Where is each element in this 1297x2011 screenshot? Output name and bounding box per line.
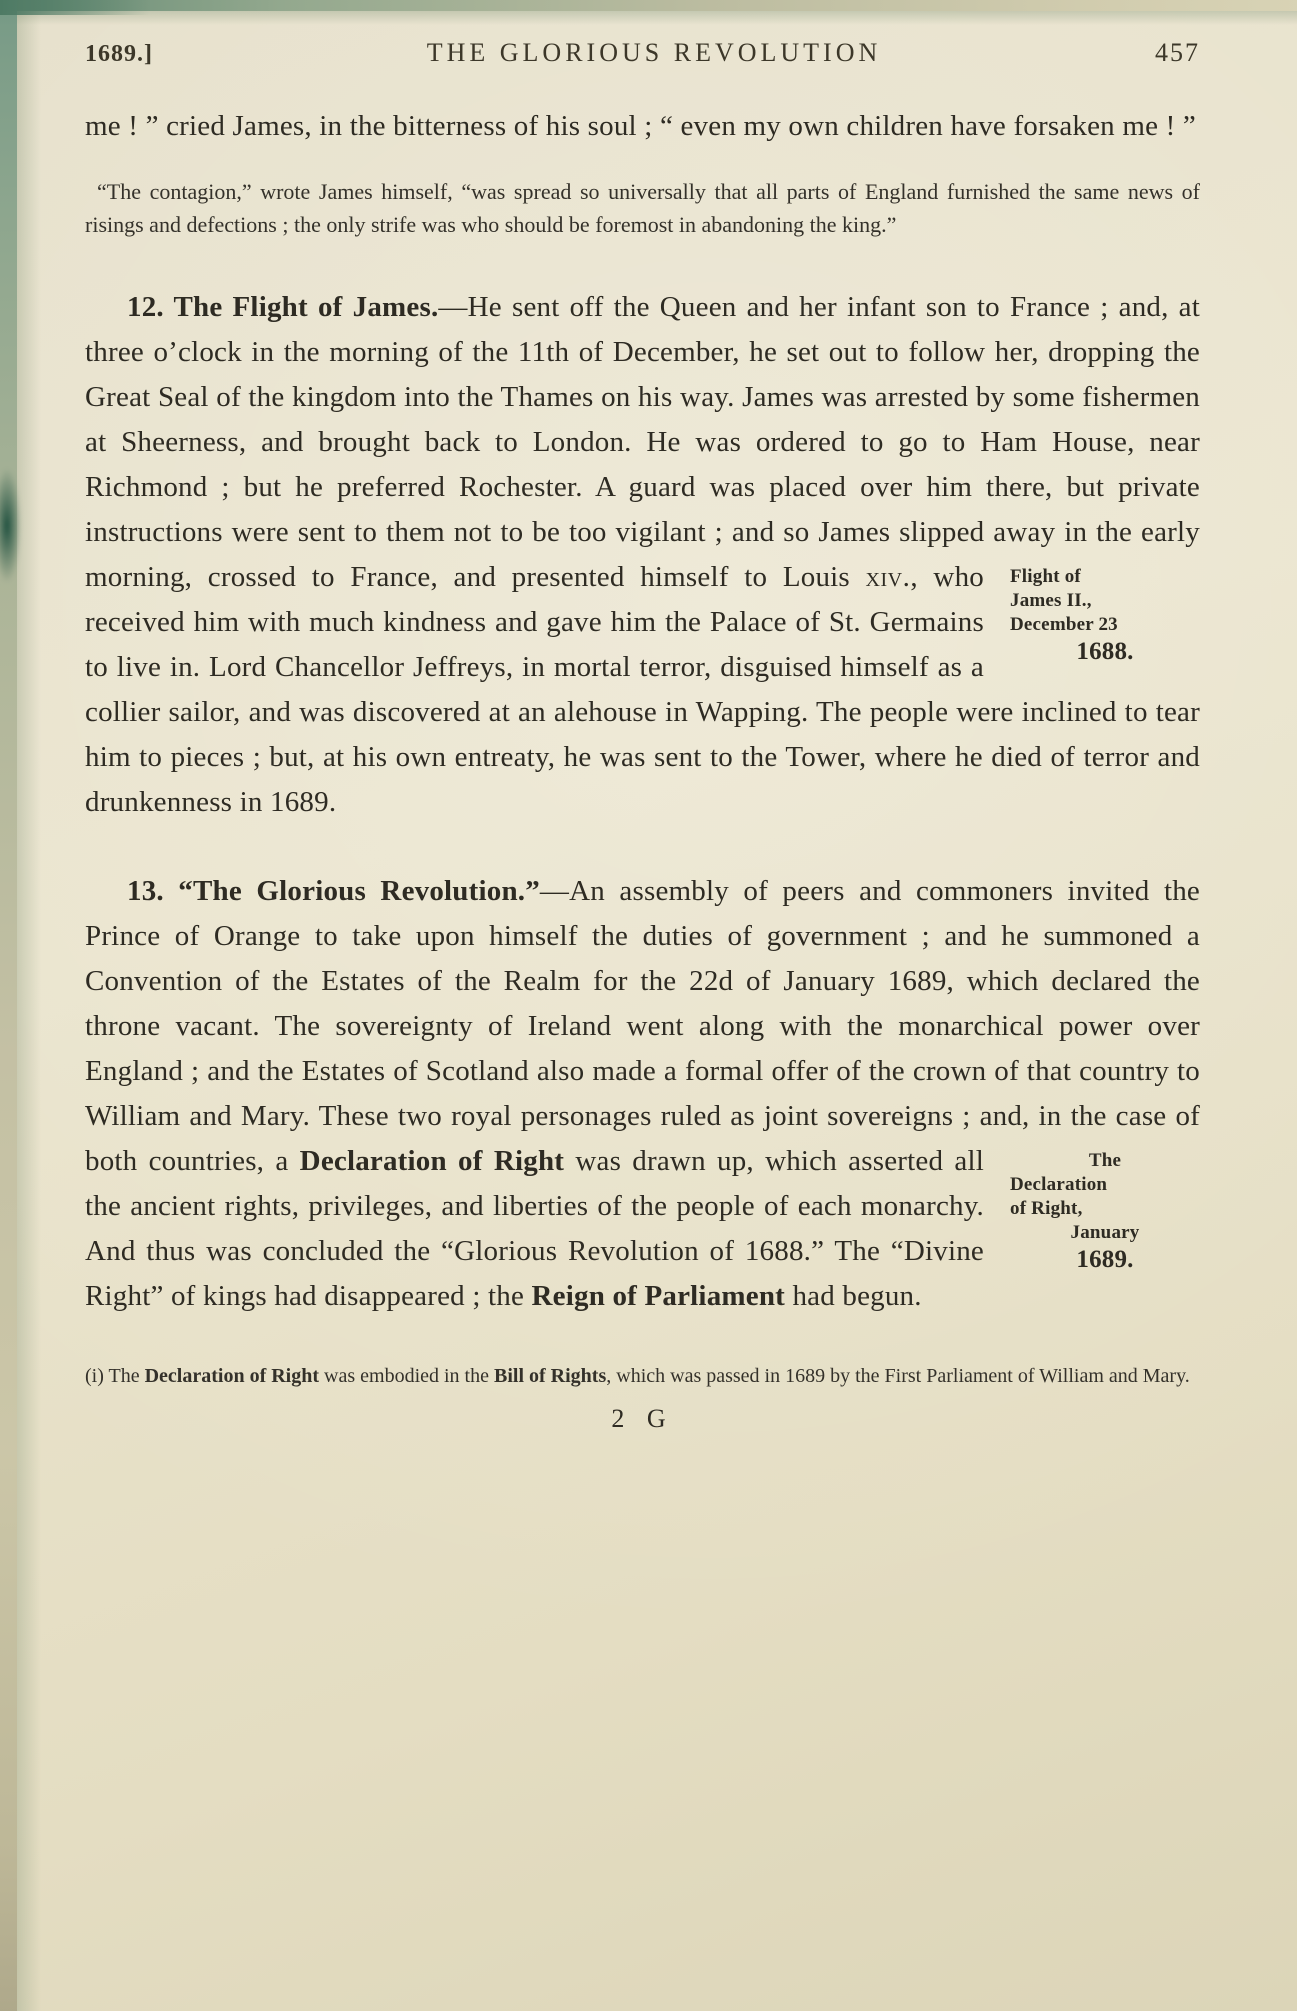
scan-edge-left-fade [17, 0, 41, 2011]
text-segment: had begun. [785, 1280, 922, 1312]
text-segment: 12. The Flight of James. [127, 291, 439, 323]
text-segment: —He sent off the Queen and her infant son to France ; and, at three o’clock in the morning of the 11th of December, he set out to follow her, dropping the Great Seal of the kingdom into the Thames on his way. James was arrested by some fishermen at Sheerness, and brought back to London. He was ordered to go to Ham House, near Richmond ; but he preferred Rochester. A guard was placed over him there, but private instructions were sent to them not to be too vigilant ; and so James slipped away in the early morning, crossed to France, and presented himself to [85, 291, 1200, 593]
footnote [85, 1361, 1200, 1392]
text-segment: was drawn up, which asserted all the ancient rights, privileges, and liberties of the people of each monarchy. And thus was concluded the “Glorious Revolution of 1688.” The “Divine Right” of kings had disappeared ; the [85, 1145, 984, 1312]
margin-note-line: January [1070, 1222, 1140, 1243]
page-content [85, 38, 1200, 1434]
text-segment: , who received him with much kindness and gave him the Palace of St. Germains to live in. Lord Chancellor Jeffreys, in mortal terror, disguised himself as a collier sailor, and was discovered at an alehouse in Wapping. The people were inclined to tear him to pieces ; but, at his own entreaty, he was sent to the Tower, where he died of terror and drunkenness in 1689. [85, 561, 1200, 818]
scan-edge-top [0, 0, 1297, 11]
text-segment: 13. “The Glorious Revolution.” [127, 875, 540, 907]
margin-note-line: Declaration [1010, 1174, 1108, 1195]
margin-note-line: 1688. [1076, 638, 1134, 665]
margin-note-line: Flight of [1010, 566, 1081, 587]
text-segment: , which was passed in 1689 by the First Parliament of William and Mary. [606, 1365, 1190, 1387]
section-13-lead [85, 875, 1200, 1132]
margin-note-line: 1689. [1076, 1246, 1134, 1273]
running-header [85, 38, 1200, 68]
text-segment: Reign of Parliament [531, 1280, 786, 1312]
text-segment: Bill of Rights [494, 1365, 607, 1387]
scan-corner-shade [0, 0, 150, 15]
text-segment: Louis [782, 561, 866, 593]
text-segment: Declaration of Right [299, 1145, 565, 1177]
text-segment: —An assembly of peers and commoners invited the Prince of Orange to take upon himself the duties of government ; and he summoned a Convention of the Estates of the Realm for the 22d of January 1689, which declared the throne vacant. The sovereignty of Ireland went along with the monarchical power over England ; and the Estates of Scotland also made a formal offer of the crown of that country to William and Mary. These two royal personages ruled as joint sovereigns ; and, in the case [85, 875, 1200, 1132]
text-segment: xiv. [865, 561, 911, 593]
scan-edge-top-fade [0, 11, 1297, 25]
text-segment: me ! ” cried James, in the bitterness of his soul ; “ even my own children have forsaken me ! ” [85, 110, 1196, 142]
margin-note-line: of Right, [1010, 1198, 1083, 1219]
running-title: THE GLORIOUS REVOLUTION [426, 38, 882, 67]
margin-note-line: December 23 [1010, 614, 1118, 635]
page-number: 457 [1154, 38, 1200, 67]
margin-note-line: The [1088, 1150, 1122, 1171]
header-year-bracket: 1689.] [85, 41, 153, 67]
scan-edge-left [0, 0, 17, 2011]
section-12-paragraph [85, 285, 1200, 825]
section-12-lead [85, 291, 1200, 593]
margin-note-declaration-of-right [1010, 1149, 1200, 1272]
text-segment: (i) The [85, 1365, 145, 1387]
text-segment: Declaration of Right [144, 1365, 320, 1387]
block-quote [85, 175, 1200, 241]
printers-signature: 2 G [611, 1404, 674, 1433]
section-13-paragraph [85, 869, 1200, 1319]
text-segment: “The contagion,” wrote James himself, “was spread so universally that all parts of England furnished the same news of risings and defections ; the only strife was who should be foremost in abandoning the king.” [85, 179, 1200, 237]
text-segment: of both countries, a [85, 1100, 1200, 1177]
continuation-paragraph [85, 104, 1200, 149]
margin-note-flight-of-james [1010, 565, 1200, 664]
text-segment: was embodied in the [319, 1365, 494, 1387]
margin-note-line: James II., [1010, 590, 1092, 611]
